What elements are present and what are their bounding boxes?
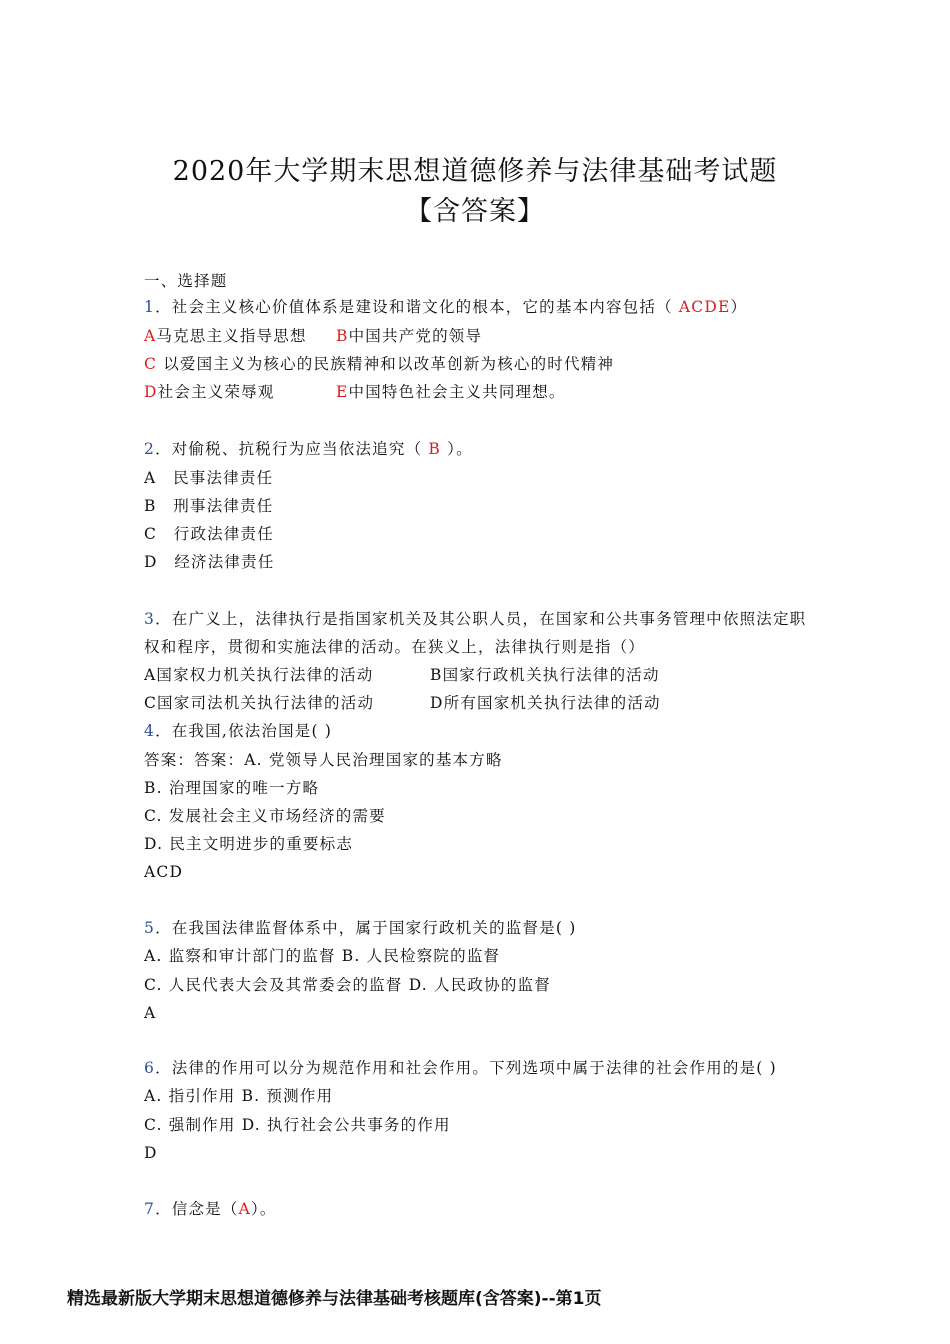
question-5-options-1: A. 监察和审计部门的监督 B. 人民检察院的监督 [144,947,501,965]
question-4-stem [144,720,332,742]
option-a-text: 马克思主义指导思想 [156,327,307,345]
question-1-number: 1 [144,298,156,316]
question-6-number: 6 [144,1059,156,1077]
question-3-number: 3 [144,610,156,628]
option-b-text: 中国共产党的领导 [348,327,483,345]
question-3-option-d: D所有国家机关执行法律的活动 [430,694,661,712]
question-1-answer: ACDE [678,298,731,316]
question-2-text: ．对偷税、抗税行为应当依法追究（ [155,440,423,458]
question-5-stem [144,917,577,939]
question-6-answer: D [144,1144,158,1162]
question-1-option-c [144,353,614,375]
question-2-number: 2 [144,440,156,458]
question-5-number: 5 [144,919,156,937]
question-1-text: ．社会主义核心价值体系是建设和谐文化的根本，它的基本内容包括（ [155,298,673,316]
question-6-options-2: C. 强制作用 D. 执行社会公共事务的作用 [144,1116,451,1134]
question-6-stem [144,1057,777,1079]
question-2-close: ）。 [447,440,473,458]
document-title-line-2: 【含答案】 [405,196,545,227]
question-7-stem [144,1198,277,1220]
question-7-number: 7 [144,1200,156,1218]
question-6-options-1: A. 指引作用 B. 预测作用 [144,1087,334,1105]
question-1-stem [144,296,747,318]
question-4-option-3: C. 发展社会主义市场经济的需要 [144,807,386,825]
page-footer: 精选最新版大学期末思想道德修养与法律基础考核题库(含答案)--第1页 [67,1289,602,1309]
question-3-option-b: B国家行政机关执行法律的活动 [430,666,660,684]
question-7-answer: A [238,1200,251,1218]
option-b-key: B [336,327,349,345]
question-2-option-a: A 民事法律责任 [144,469,274,487]
question-5-answer: A [144,1004,157,1022]
question-6-text: ．法律的作用可以分为规范作用和社会作用。下列选项中属于法律的社会作用的是( ) [155,1059,777,1077]
option-e-text: 中国特色社会主义共同理想。 [348,383,566,401]
question-1-close: ） [730,298,748,316]
question-4-answer: ACD [144,863,184,881]
question-2-option-b: B 刑事法律责任 [144,497,274,515]
question-5-options-2: C. 人民代表大会及其常委会的监督 D. 人民政协的监督 [144,976,551,994]
question-7-close: ）。 [250,1200,277,1218]
question-1-option-b [336,325,482,347]
question-1-option-e [336,381,566,403]
option-c-key: C [144,355,158,373]
question-5-text: ．在我国法律监督体系中，属于国家行政机关的监督是( ) [155,919,577,937]
question-4-number: 4 [144,722,156,740]
option-d-key: D [144,383,158,401]
question-3-option-a: A国家权力机关执行法律的活动 [144,666,374,684]
question-1-options-ab [144,325,307,347]
section-heading: 一、选择题 [144,272,228,290]
question-4-option-1: 答案：答案：A. 党领导人民治理国家的基本方略 [144,751,503,769]
question-2-stem [144,438,473,460]
question-3-stem-line-1 [144,608,806,630]
question-2-option-c: C 行政法律责任 [144,525,274,543]
option-e-key: E [336,383,349,401]
option-d-text: 社会主义荣辱观 [157,383,275,401]
document-title-line-1: 2020年大学期末思想道德修养与法律基础考试题 [172,156,778,187]
question-3-text-1: ．在广义上，法律执行是指国家机关及其公职人员，在国家和公共事务管理中依照法定职 [155,610,807,628]
question-1-option-d [144,381,275,403]
question-7-text: ．信念是（ [155,1200,239,1218]
question-2-answer: B [428,440,441,458]
question-4-option-2: B. 治理国家的唯一方略 [144,779,320,797]
question-4-text: ．在我国,依法治国是( ) [155,722,333,740]
option-a-key: A [144,327,157,345]
question-4-option-4: D. 民主文明进步的重要标志 [144,835,354,853]
question-3-stem-line-2: 权和程序，贯彻和实施法律的活动。在狭义上，法律执行则是指（） [144,638,646,656]
question-3-option-c: C国家司法机关执行法律的活动 [144,694,375,712]
question-2-option-d: D 经济法律责任 [144,553,275,571]
option-c-text: 以爱国主义为核心的民族精神和以改革创新为核心的时代精神 [163,355,615,373]
